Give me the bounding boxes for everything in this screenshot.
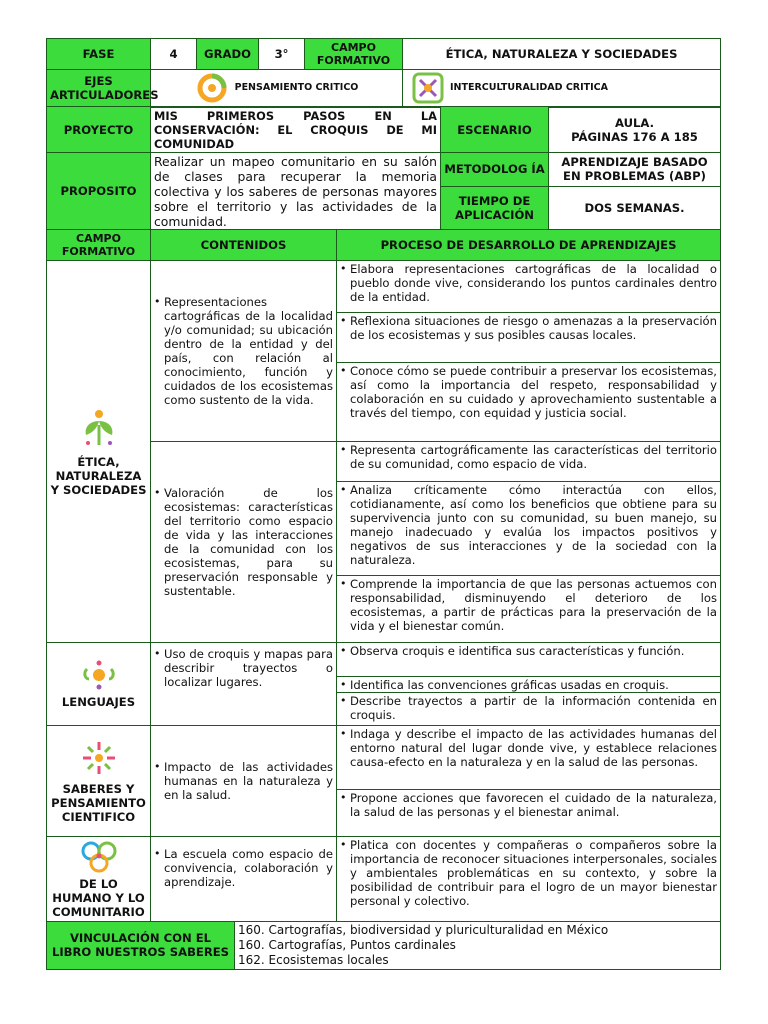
- escenario-label: ESCENARIO: [441, 107, 549, 153]
- contenido-lenguajes: • Uso de croquis y mapas para describir trayectos o localizar lugares.: [151, 643, 337, 726]
- eje-pensamiento: [151, 69, 403, 107]
- ejes-label: EJES ARTICULADORES: [47, 69, 151, 107]
- metodologia-value: APRENDIZAJE BASADO EN PROBLEMAS (ABP): [549, 152, 721, 187]
- escenario-value: [549, 107, 721, 153]
- proceso-item: Conoce cómo se puede contribuir a preservar los ecosistemas, así como la importancia del respeto, responsabilidad y colaboración en su cuidado y aprovechamiento sustentable a través del tiempo, con equidad y justicia social.: [350, 364, 717, 420]
- col-contenidos-header: CONTENIDOS: [151, 230, 337, 261]
- procesos-etica-2: • Representa cartográficamente las características del territorio de su comunidad, como espacio de vida. • Analiza críticamente cómo interactúa con ellos, cotidianamente, así como los beneficios que obtiene para su supervivencia junto con su comunidad, su buen manejo, su manejo inadecuado y evalúa los impactos positivos y negativos de sus interacciones y de la sociedad con la naturaleza. • Comprende la importancia de que las personas actuemos con responsabilidad, disminuyendo el deterioro de los ecosistemas, a partir de prácticas para la preservación de la vida y el bienestar común.: [337, 442, 721, 643]
- science-icon: [79, 738, 119, 778]
- campo-saberes-label: SABERES Y PENSAMIENTO CIENTIFICO: [51, 782, 146, 824]
- ethics-icon: [78, 407, 120, 449]
- proposito-value: Realizar un mapeo comunitario en su salón de clases para recuperar la memoria colectiva y los saberes de personas mayores sobre el territorio y las actividades de la comunidad.: [151, 152, 441, 230]
- critical-thinking-icon: [195, 72, 229, 104]
- campo-saberes: [47, 726, 151, 837]
- campo-lenguajes-label: LENGUAJES: [61, 695, 136, 709]
- grado-value: 3°: [259, 39, 305, 70]
- proyecto-value: MIS PRIMEROS PASOS EN LA CONSERVACIÓN: EL CROQUIS DE MI COMUNIDAD: [151, 107, 441, 153]
- proceso-item: Representa cartográficamente las características del territorio de su comunidad, como espacio de vida.: [350, 443, 717, 471]
- proceso-item: Observa croquis e identifica sus características y función.: [350, 644, 685, 658]
- campo-etica-label: ÉTICA, NATURALEZA Y SOCIEDADES: [50, 454, 147, 497]
- contenido-etica-1: • Representaciones cartográficas de la localidad y/o comunidad; su ubicación dentro de la entidad y del país, con relación al conocimiento, función y cuidados de los ecosistemas como sustento de la vida.: [151, 261, 337, 442]
- header-table: [46, 38, 721, 70]
- campo-lenguajes: [47, 643, 151, 726]
- procesos-saberes: • Indaga y describe el impacto de las actividades humanas del entorno natural del lugar donde vive, y establece relaciones causa-efecto en la naturaleza y en la salud de las personas. • Propone acciones que favorecen el cuidado de la naturaleza, la salud de las personas y el bienestar animal.: [337, 726, 721, 837]
- grado-label: GRADO: [197, 39, 259, 70]
- eje-interculturalidad: [403, 69, 721, 107]
- procesos-etica-1: • Elabora representaciones cartográficas de la localidad o pueblo donde vive, considerando los puntos cardinales dentro de la entidad. • Reflexiona situaciones de riesgo o amenazas a la preservación de los ecosistemas y sus posibles causas locales. • Conoce cómo se puede contribuir a preservar los ecosistemas, así como la importancia del respeto, responsabilidad y colaboración en su cuidado y aprovechamiento sustentable a través del tiempo, con equidad y justicia social.: [337, 261, 721, 442]
- contenido-text: Representaciones cartográficas de la localidad y/o comunidad; su ubicación dentro de la entidad y del país, con relación al conocimiento, función y cuidados de los ecosistemas como sustento de la vida.: [164, 295, 333, 407]
- campo-etica: [47, 261, 151, 643]
- proceso-item: Indaga y describe el impacto de las actividades humanas del entorno natural del lugar donde vive, y establece relaciones causa-efecto en la naturaleza y en la salud de las personas.: [350, 727, 717, 769]
- vinculacion-item: 162. Ecosistemas locales: [238, 952, 389, 967]
- planning-sheet: [46, 38, 720, 974]
- campo-humano: [47, 837, 151, 922]
- contenido-etica-2: • Valoración de los ecosistemas: características del territorio como espacio de vida y las interacciones de la comunidad con los ecosistemas, para su preservación responsable y sustentable.: [151, 442, 337, 643]
- proyecto-table: [46, 106, 721, 153]
- proceso-item: Identifica las convenciones gráficas usadas en croquis.: [350, 678, 669, 692]
- fase-value: 4: [151, 39, 197, 70]
- proposito-label: PROPOSITO: [47, 152, 151, 230]
- tiempo-value: DOS SEMANAS.: [549, 187, 721, 230]
- procesos-humano: • Platica con docentes y compañeras o compañeros sobre la importancia de reconocer situaciones interpersonales, sociales y ambientales problemáticas en su contexto, y sobre la posibilidad de contribuir para el logro de un mayor bienestar personal y colectivo.: [337, 837, 721, 922]
- proyecto-label: PROYECTO: [47, 107, 151, 153]
- vinculacion-table: [46, 921, 721, 970]
- campo-humano-label: DE LO HUMANO Y LO COMUNITARIO: [52, 877, 145, 919]
- vinculacion-item: 160. Cartografías, Puntos cardinales: [238, 937, 456, 952]
- contenido-humano: • La escuela como espacio de convivencia, colaboración y aprendizaje.: [151, 837, 337, 922]
- escenario-aula: AULA.: [614, 115, 654, 130]
- contenido-saberes: • Impacto de las actividades humanas en la naturaleza y en la salud.: [151, 726, 337, 837]
- proceso-item: Comprende la importancia de que las personas actuemos con responsabilidad, disminuyendo el deterioro de los ecosistemas, a partir de prácticas para la preservación de la vida y el bienestar común.: [350, 577, 717, 633]
- tiempo-label: TIEMPO DE APLICACIÓN: [441, 187, 549, 230]
- vinculacion-list: [235, 921, 721, 969]
- community-icon: [76, 839, 122, 875]
- languages-icon: [79, 659, 119, 691]
- fase-label: FASE: [47, 39, 151, 70]
- contenido-text: Impacto de las actividades humanas en la naturaleza y en la salud.: [164, 760, 333, 802]
- ejes-table: [46, 69, 721, 108]
- proceso-item: Describe trayectos a partir de la información contenida en croquis.: [350, 694, 717, 722]
- campo-label: CAMPO FORMATIVO: [305, 39, 403, 70]
- procesos-lenguajes: • Observa croquis e identifica sus características y función. • Identifica las convenciones gráficas usadas en croquis. • Describe trayectos a partir de la información contenida en croquis.: [337, 643, 721, 726]
- eje1-text: PENSAMIENTO CRITICO: [234, 82, 359, 93]
- col-proceso-header: PROCESO DE DESARROLLO DE APRENDIZAJES: [337, 230, 721, 261]
- proceso-item: Propone acciones que favorecen el cuidado de la naturaleza, la salud de las personas y el bienestar animal.: [350, 791, 717, 819]
- interculturality-icon: [412, 72, 444, 104]
- proposito-table: [46, 152, 721, 231]
- campo-value: ÉTICA, NATURALEZA Y SOCIEDADES: [403, 39, 721, 70]
- metodologia-label: METODOLOG ÍA: [441, 152, 549, 187]
- proceso-item: Elabora representaciones cartográficas de la localidad o pueblo donde vive, considerando los puntos cardinales dentro de la entidad.: [350, 262, 717, 304]
- proceso-item: Platica con docentes y compañeras o compañeros sobre la importancia de reconocer situaciones interpersonales, sociales y ambientales problemáticas en su contexto, y sobre la posibilidad de contribuir para el logro de un mayor bienestar personal y colectivo.: [350, 838, 717, 908]
- vinculacion-item: 160. Cartografías, biodiversidad y pluriculturalidad en México: [238, 922, 609, 937]
- proceso-item: Reflexiona situaciones de riesgo o amenazas a la preservación de los ecosistemas y sus posibles causas locales.: [350, 314, 717, 342]
- vinculacion-label: VINCULACIÓN CON EL LIBRO NUESTROS SABERES: [47, 921, 235, 969]
- contenido-text: Uso de croquis y mapas para describir trayectos o localizar lugares.: [164, 647, 333, 689]
- contenido-text: Valoración de los ecosistemas: características del territorio como espacio de vida y las interacciones de la comunidad con los ecosistemas, para su preservación responsable y sustentable.: [164, 486, 333, 598]
- col-campo-header: CAMPO FORMATIVO: [47, 230, 151, 261]
- escenario-paginas: PÁGINAS 176 A 185: [571, 129, 698, 144]
- proceso-item: Analiza críticamente cómo interactúa con ellos, cotidianamente, así como los beneficios que obtiene para su supervivencia junto con su comunidad, su buen manejo, su manejo inadecuado y evalúa los impactos positivos y negativos de sus interacciones y de la sociedad con la naturaleza.: [350, 483, 717, 567]
- content-table: [46, 229, 721, 922]
- eje2-text: INTERCULTURALIDAD CRITICA: [450, 82, 608, 93]
- contenido-text: La escuela como espacio de convivencia, colaboración y aprendizaje.: [164, 847, 333, 889]
